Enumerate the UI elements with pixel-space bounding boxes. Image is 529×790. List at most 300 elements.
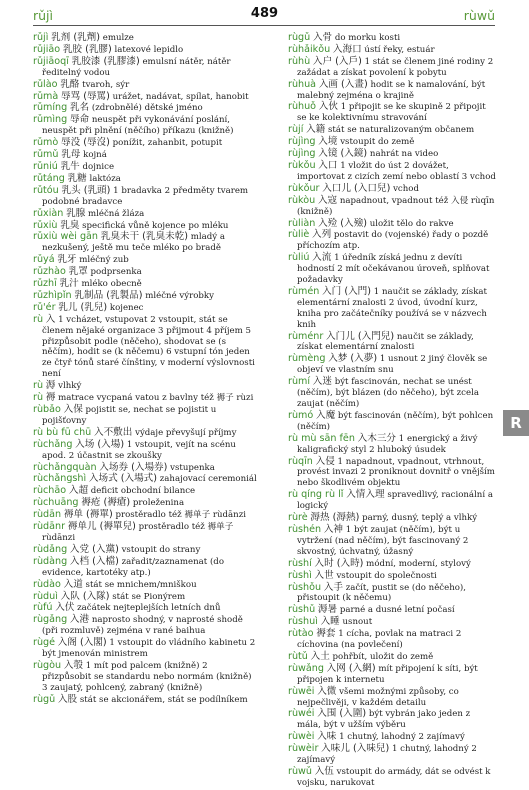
entry-hanzi: 乳制品 (乳製品) [74,289,143,301]
dictionary-entry [33,381,258,392]
entry-pinyin: rùgǎng [33,614,68,626]
thumb-index-letter: R [510,414,522,432]
dictionary-entry [33,474,258,485]
dictionary-entry [33,255,258,266]
entry-definition: 1 energický a živý kaligrafický styl 2 hluboký úsudek [297,433,478,455]
entry-pinyin: rùwǔ [288,766,312,777]
entry-definition: začít, pustit se (do něčeho), přistoupit (k něčemu) [297,582,466,604]
dictionary-entry [288,377,496,410]
page-number: 489 [250,6,279,21]
entry-hanzi: 溽热 (溽熱) [310,512,360,524]
dictionary-entry [33,33,258,44]
entry-hanzi: 入海口 [332,43,362,55]
entry-hanzi: 入世 [314,569,334,581]
entry-pinyin: rùdǎng [33,543,68,555]
entry-definition: laktóza [89,173,121,184]
entry-pinyin: rùshǒu [288,581,322,593]
entry-definition: pojistit se, nechat se pojistit u pojišťovny [42,405,217,426]
dictionary-entry [33,695,258,706]
entry-hanzi: 入伏 [55,602,75,614]
entry-pinyin: rùbǎo [33,404,61,415]
entry-definition: mléčné výrobky [145,290,214,301]
entry-hanzi: 入不敷出 [93,426,133,438]
dictionary-entry [288,525,496,558]
entry-hanzi: 乳臭 [60,219,80,231]
entry-definition: latexové lepidlo [114,44,184,55]
dictionary-entry [288,490,496,512]
entry-hanzi: 入网 (入網) [326,662,376,674]
entry-pinyin: rùwèi [288,731,315,743]
entry-definition: 1 chutný, lahodný 2 zajímavý [339,732,465,743]
entry-pinyin: rǔjì [33,32,49,43]
entry-hanzi: 入殓 (入殮) [318,217,367,229]
entry-definition: vstoupit do armády, dát se odvést k vojsku, narukovat [297,767,491,788]
right-column [288,33,496,790]
entry-hanzi: 乳胶漆 (乳膠漆) [71,55,140,67]
dictionary-entry [288,149,496,160]
entry-hanzi: 入门 (入門) [322,285,372,297]
entry-hanzi: 入时 (入時) [314,557,364,569]
entry-pinyin: rǔmà [33,90,59,102]
entry-definition: 1 vcházet, vstupovat 2 vstoupit, stát se členem nějaké organizace 3 přijmout 4 příjem 5 přizpůsobit podle (něčeho), shodovat se (s něčím), hodit se (k něčemu) 6 vstupní tón jeden ze čtyř tónů staré čínštiny, v moderní výslovnosti není [42,314,255,380]
dictionary-entry [288,767,496,789]
entry-pinyin: rùchǎngshì [33,473,87,485]
dictionary-entry [33,405,258,427]
entry-pinyin: rùchuāng [33,497,79,509]
entry-hanzi: 入手 [323,581,343,593]
entry-definition: 1 napadnout, vpadnout, vtrhnout, provést invazi 2 proniknout dovnitř o vnějším nebo škodlivém objektu [297,456,495,489]
entry-pinyin: rùkǒur [288,182,320,194]
entry-definition: urážet, nadávat, spílat, hanobit [112,91,249,102]
entry-pinyin: rùkòu [288,194,316,206]
entry-hanzi: 入木三分 [357,432,397,444]
entry-pinyin: rùwéi [288,708,315,720]
dictionary-entry [288,125,496,136]
entry-pinyin: rù mù sān fēn [288,432,355,444]
entry-definition: 1 vstoupit, vejít na scénu apod. 2 účastnit se zkoušky [42,439,236,461]
dictionary-entry [288,709,496,731]
dictionary-entry [33,615,258,637]
entry-definition: mléko obecně [81,279,142,290]
entry-hanzi: 褥套 [316,628,336,640]
entry-hanzi: 乳酪 [60,78,80,90]
entry-pinyin: rǔmǔ [33,149,59,161]
entry-definition: napadnout, vpadnout též 入侵 rùqīn (knižně) [297,195,495,217]
entry-pinyin: rǔmìng [33,114,68,126]
right-guide-word: rùwǔ [463,8,495,23]
dictionary-entry [288,287,496,331]
dictionary-entry [33,232,258,254]
entry-pinyin: rùhuà [288,78,317,90]
entry-definition: parné a dusné letní počasí [339,605,455,616]
entry-pinyin: rù [33,392,44,404]
entry-pinyin: rùshí [288,557,312,569]
dictionary-entry [288,513,496,524]
entry-definition: stát se Pionýrem [112,591,186,602]
entry-definition: do morku kosti [334,33,401,43]
entry-pinyin: rùmó [288,409,314,421]
entry-pinyin: rǔtóu [33,184,59,196]
entry-pinyin: rǔmò [33,137,59,149]
entry-hanzi: 入户 (入戶) [312,55,362,67]
entry-definition: tvaroh, sýr [82,79,130,90]
entry-definition: ponížit, zahanbit, potupit [112,138,223,149]
dictionary-entry [33,661,258,694]
dictionary-entry [33,92,258,103]
entry-pinyin: rǔzhìpǐn [33,289,72,301]
entry-hanzi: 入伍 [314,766,334,777]
entry-definition: výdaje převyšují příjmy [135,427,237,438]
left-column [33,33,258,707]
entry-hanzi: 入迷 [312,376,332,388]
entry-definition: matrace vycpaná vatou z bavlny též 褥子 rùzi [58,393,254,404]
entry-definition: uložit tělo do rakve [369,218,454,229]
entry-pinyin: rùchǎng [33,438,73,450]
entry-definition: usnout [342,617,373,628]
entry-definition: začátek nejteplejších letních dnů [77,603,221,614]
entry-hanzi: 褥 [45,392,56,404]
entry-hanzi: 入彀 [63,659,83,671]
dictionary-entry [288,354,496,376]
dictionary-entry [33,115,258,137]
dictionary-entry [33,80,258,91]
entry-hanzi: 入 [45,313,56,325]
entry-pinyin: rùliè [288,229,310,241]
header-rule [33,25,495,26]
entry-definition: být fascinován, nechat se unést (něčím), být blázen (do něčeho), být zcela zaujat (něčím) [297,377,479,409]
entry-hanzi: 乳名 [69,102,90,114]
entry-definition: 1 být zaujat (něčím), být u vytržení (nad něčím), být fascinovaný 2 skvostný, úchvatný, úžasný [297,524,469,557]
entry-definition: dojnice [82,161,115,172]
entry-hanzi: 入味儿 (入味兒) [321,743,390,755]
entry-hanzi: 入港 [69,614,90,626]
entry-pinyin: rǔmíng [33,102,68,114]
entry-pinyin: rùmèng [288,353,326,365]
dictionary-entry [33,303,258,314]
entry-definition: neuspět při vykonávání poslání, neuspět při plnění (něčího) příkazu (knižně) [42,115,234,137]
entry-pinyin: rùliàn [288,217,316,229]
dictionary-entry [33,440,258,462]
entry-hanzi: 入道 [63,578,83,590]
entry-pinyin: rùmí [288,376,311,388]
dictionary-entry [33,103,258,114]
entry-definition: 1 připojit se ke skupině 2 připojit se ke kolektivnímu stravování [297,102,486,124]
dictionary-entry [33,580,258,591]
entry-definition: zahajovací ceremoniál [159,474,257,485]
dictionary-entry [288,559,496,570]
entry-pinyin: rùliú [288,252,310,264]
entry-definition: 1 cícha, povlak na matraci 2 cíchovina (na povlečení) [297,629,462,651]
entry-pinyin: rǔxiàn [33,207,64,219]
entry-hanzi: 入寇 [317,194,338,206]
page-header [0,0,529,26]
entry-definition: být vybrán jako jeden z mála, být v užším výběru [297,709,471,731]
dictionary-entry [33,498,258,509]
entry-hanzi: 乳臭未干 (乳臭未乾) [100,231,189,243]
entry-definition: naprosto shodný, v naprosté shodě (při rozmluvě) zejména v rané baihua [42,615,243,637]
entry-pinyin: rù qíng rù lǐ [288,489,344,501]
entry-pinyin: rùhù [288,55,311,67]
entry-hanzi: 乳胶 (乳膠) [62,43,112,55]
entry-pinyin: rùdān [33,509,62,521]
dictionary-entry [288,33,496,44]
entry-hanzi: 入味 [317,731,337,743]
dictionary-entry [33,162,258,173]
dictionary-entry [33,463,258,474]
dictionary-entry [288,583,496,605]
entry-definition: vstupenka [170,462,215,473]
entry-pinyin: rùshǔ [288,604,316,616]
entry-hanzi: 入阁 (入閣) [57,637,107,649]
entry-hanzi: 入党 (入黨) [69,543,119,555]
entry-definition: prostěradlo též 褥单子 rùdānzi [42,522,234,543]
entry-hanzi: 入口儿 (入口兒) [322,182,391,194]
entry-definition: 1 chutný, lahodný 2 zajímavý [297,744,477,766]
dictionary-entry [33,315,258,380]
dictionary-entry [33,486,258,497]
entry-hanzi: 褥单 (褥單) [63,509,113,521]
entry-definition: stát se akcionářem, stát se podílníkem [79,694,248,705]
dictionary-entry [33,174,258,185]
entry-pinyin: rù [33,380,44,392]
entry-definition: módní, moderní, stylový [366,558,471,569]
entry-hanzi: 乳头 (乳頭) [61,184,111,196]
entry-hanzi: 入土 [310,650,330,662]
dictionary-entry [288,605,496,616]
dictionary-entry [33,638,258,660]
dictionary-entry [288,744,496,766]
entry-hanzi: 乳糖 [67,172,87,184]
dictionary-entry [288,161,496,183]
dictionary-entry [33,522,258,544]
entry-definition: 1 úředník získá jednu z devíti hodností 2 mít očekávanou úroveň, splňovat požadavky [297,253,490,286]
entry-pinyin: rǔyá [33,254,55,266]
entry-definition: 1 stát se členem jiné rodiny 2 zažádat a získat povolení k pobytu [297,56,494,78]
entry-hanzi: 溽暑 [317,604,338,616]
entry-pinyin: rù bù fū chū [33,426,92,438]
entry-definition: vchod [393,183,419,194]
entry-hanzi: 入围 (入圍) [317,708,367,720]
entry-pinyin: rùwǎng [288,662,324,674]
entry-pinyin: rǔ'ér [33,301,56,313]
left-guide-word: rǔjì [33,8,54,23]
entry-hanzi: 入档 (入檔) [69,555,119,567]
entry-hanzi: 入镜 (入鏡) [318,148,368,160]
entry-definition: (zdrobnělé) dětské jméno [91,103,203,114]
entry-hanzi: 入口 [318,159,338,171]
entry-pinyin: rùhuǒ [288,101,317,113]
dictionary-entry [288,57,496,79]
dictionary-entry [288,137,496,148]
entry-pinyin: rǔlào [33,78,58,90]
entry-hanzi: 入神 [323,523,344,535]
entry-hanzi: 入门儿 (入門兒) [326,330,395,342]
entry-pinyin: rùtào [288,628,314,640]
dictionary-entry [33,186,258,208]
entry-definition: být fascinován (něčím), být pohlcen (něčím) [297,410,494,432]
dictionary-entry [288,664,496,686]
entry-pinyin: rǔniú [33,160,58,172]
entry-pinyin: rǔxiù [33,219,58,231]
entry-definition: 1 naučit se základy, získat elementární znalosti 2 úvod, úvodní kurz, kniha pro začátečníky používá se v názvech knih [297,286,487,330]
entry-hanzi: 入境 [318,136,338,148]
dictionary-entry [288,80,496,102]
dictionary-entry [288,732,496,743]
dictionary-entry [288,332,496,354]
entry-pinyin: rù [33,313,44,325]
entry-hanzi: 入情入理 [346,489,385,501]
dictionary-entry [288,184,496,195]
dictionary-entry [288,617,496,628]
dictionary-entry [33,393,258,404]
entry-definition: 1 vstoupit do vládního kabinetu 2 být jmenován ministrem [42,638,256,660]
entry-hanzi: 入流 [312,252,332,264]
entry-pinyin: rùménr [288,330,324,342]
entry-definition: deficit obchodní bilance [90,486,196,497]
entry-hanzi: 入籍 [306,124,326,136]
entry-pinyin: rùduì [33,590,58,602]
entry-definition: mléčný zub [79,255,129,266]
entry-hanzi: 褥疮 (褥瘡) [81,497,131,509]
entry-hanzi: 溽 [45,380,56,392]
entry-hanzi: 乳牛 [60,160,80,172]
entry-definition: prostěradlo též 褥单子 rùdānzi [115,510,246,521]
dictionary-entry [33,510,258,521]
entry-definition: stát se naturalizovaným občanem [328,125,475,136]
entry-hanzi: 辱没 (辱沒) [60,137,110,149]
dictionary-entry [288,219,496,230]
entry-pinyin: rǔzhī [33,278,57,290]
dictionary-entry [33,150,258,161]
dictionary-entry [288,687,496,709]
entry-definition: vstoupit do strany [121,544,201,555]
entry-definition: vstoupit do země [340,137,415,148]
entry-pinyin: rǔtáng [33,172,65,184]
entry-pinyin: rùwèir [288,743,319,755]
entry-pinyin: rùrè [288,512,308,524]
dictionary-entry [33,57,258,79]
entry-hanzi: 入股 [57,693,78,705]
dictionary-entry [288,230,496,252]
entry-hanzi: 入伙 [318,101,338,113]
dictionary-entry [288,45,496,56]
dictionary-entry [33,428,258,439]
entry-definition: kojenec [109,302,144,313]
dictionary-entry [33,557,258,579]
entry-definition: vstoupit do společnosti [336,570,437,581]
dictionary-entry [288,102,496,124]
entry-hanzi: 入魔 [315,409,336,421]
entry-hanzi: 入梦 (入夢) [328,353,378,365]
entry-hanzi: 乳母 [61,149,81,161]
entry-pinyin: rùchāo [33,485,67,497]
entry-pinyin: rùshì [288,569,312,581]
dictionary-entry [288,434,496,456]
dictionary-entry [33,267,258,278]
entry-pinyin: rǔxiù wèi gān [33,231,99,243]
entry-pinyin: rùtǔ [288,650,308,662]
entry-pinyin: rùdàng [33,555,68,567]
dictionary-entry [33,209,258,220]
entry-definition: zařadit/zaznamenat (do evidence, kartotéky atp.) [42,556,224,578]
dictionary-entry [288,196,496,218]
entry-pinyin: rùmén [288,285,320,297]
entry-hanzi: 入超 [68,485,89,497]
entry-definition: specifická vůně kojence po mléku [82,220,229,231]
dictionary-entry [33,279,258,290]
entry-pinyin: rùshuì [288,616,318,628]
entry-definition: parný, dusný, teplý a vlhký [362,513,478,524]
dictionary-entry [288,652,496,663]
entry-definition: spravedlivý, racionální a logický [297,490,493,512]
entry-pinyin: rùhǎikǒu [288,43,331,55]
entry-hanzi: 入场式 (入場式) [88,473,158,485]
entry-hanzi: 乳牙 [57,254,77,266]
entry-hanzi: 辱命 [69,114,90,126]
entry-pinyin: rùgòu [33,659,62,671]
dictionary-entry [288,629,496,651]
entry-definition: mít připojení k síti, být připojen k internetu [297,663,478,685]
entry-hanzi: 入侵 [315,455,335,467]
entry-hanzi: 入列 [312,229,332,241]
entry-pinyin: rùqīn [288,455,313,467]
entry-pinyin: rùjí [288,124,304,136]
entry-pinyin: rùkǒu [288,159,316,171]
entry-pinyin: rùgǔ [33,693,56,705]
entry-pinyin: rùwēi [288,685,315,697]
entry-definition: emulsní nátěr, nátěr ředitelný vodou [42,56,231,78]
entry-hanzi: 辱骂 (辱罵) [60,90,110,102]
entry-pinyin: rǔjiāo [33,43,61,55]
dictionary-entry [33,603,258,614]
entry-pinyin: rùjìng [288,148,316,160]
entry-definition: 1 mít pod palcem (knižně) 2 přizpůsobit se standardu nebo normám (knižně) 3 zaujatý, pohlcený, zabraný (knižně) [42,660,252,693]
entry-pinyin: rùgǔ [288,32,311,43]
entry-definition: naučit se základy, získat elementární znalosti [297,331,474,353]
entry-definition: stát se mnichem/mniškou [85,579,197,590]
entry-pinyin: rùgé [33,637,56,649]
entry-hanzi: 入场 (入場) [75,438,125,450]
dictionary-entry [33,138,258,149]
entry-definition: emulze [102,33,134,43]
thumb-index-tab [503,410,529,436]
entry-definition: mladý a nezkušený, ještě mu teče mléko po bradě [42,232,226,254]
dictionary-entry [288,253,496,286]
entry-definition: vlhký [58,381,82,392]
entry-pinyin: rùshén [288,523,322,535]
entry-definition: postavit do (vojenské) řady o pozdě příchozím atp. [297,230,489,252]
entry-pinyin: rùchǎngquàn [33,461,97,473]
entry-definition: kojná [83,150,107,161]
entry-definition: 1 bradavka 2 předměty tvarem podobné bradavce [42,185,249,207]
entry-definition: podprsenka [90,267,142,278]
entry-hanzi: 入睡 [320,616,340,628]
dictionary-entry [33,545,258,556]
dictionary-entry [288,571,496,582]
entry-pinyin: rùdānr [33,521,66,533]
entry-definition: pohřbít, uložit do země [332,651,434,662]
entry-hanzi: 乳罩 [68,266,88,278]
entry-hanzi: 乳汁 [59,278,79,290]
entry-hanzi: 入骨 [312,32,333,43]
entry-pinyin: rùdào [33,578,61,590]
entry-definition: 1 vložit do úst 2 dovážet, importovat z cizích zemí nebo oblastí 3 vchod [297,160,496,182]
dictionary-entry [288,457,496,490]
dictionary-entry [33,592,258,603]
entry-pinyin: rǔzhào [33,266,66,278]
dictionary-entry [288,411,496,433]
entry-hanzi: 乳剂 (乳劑) [51,32,101,43]
